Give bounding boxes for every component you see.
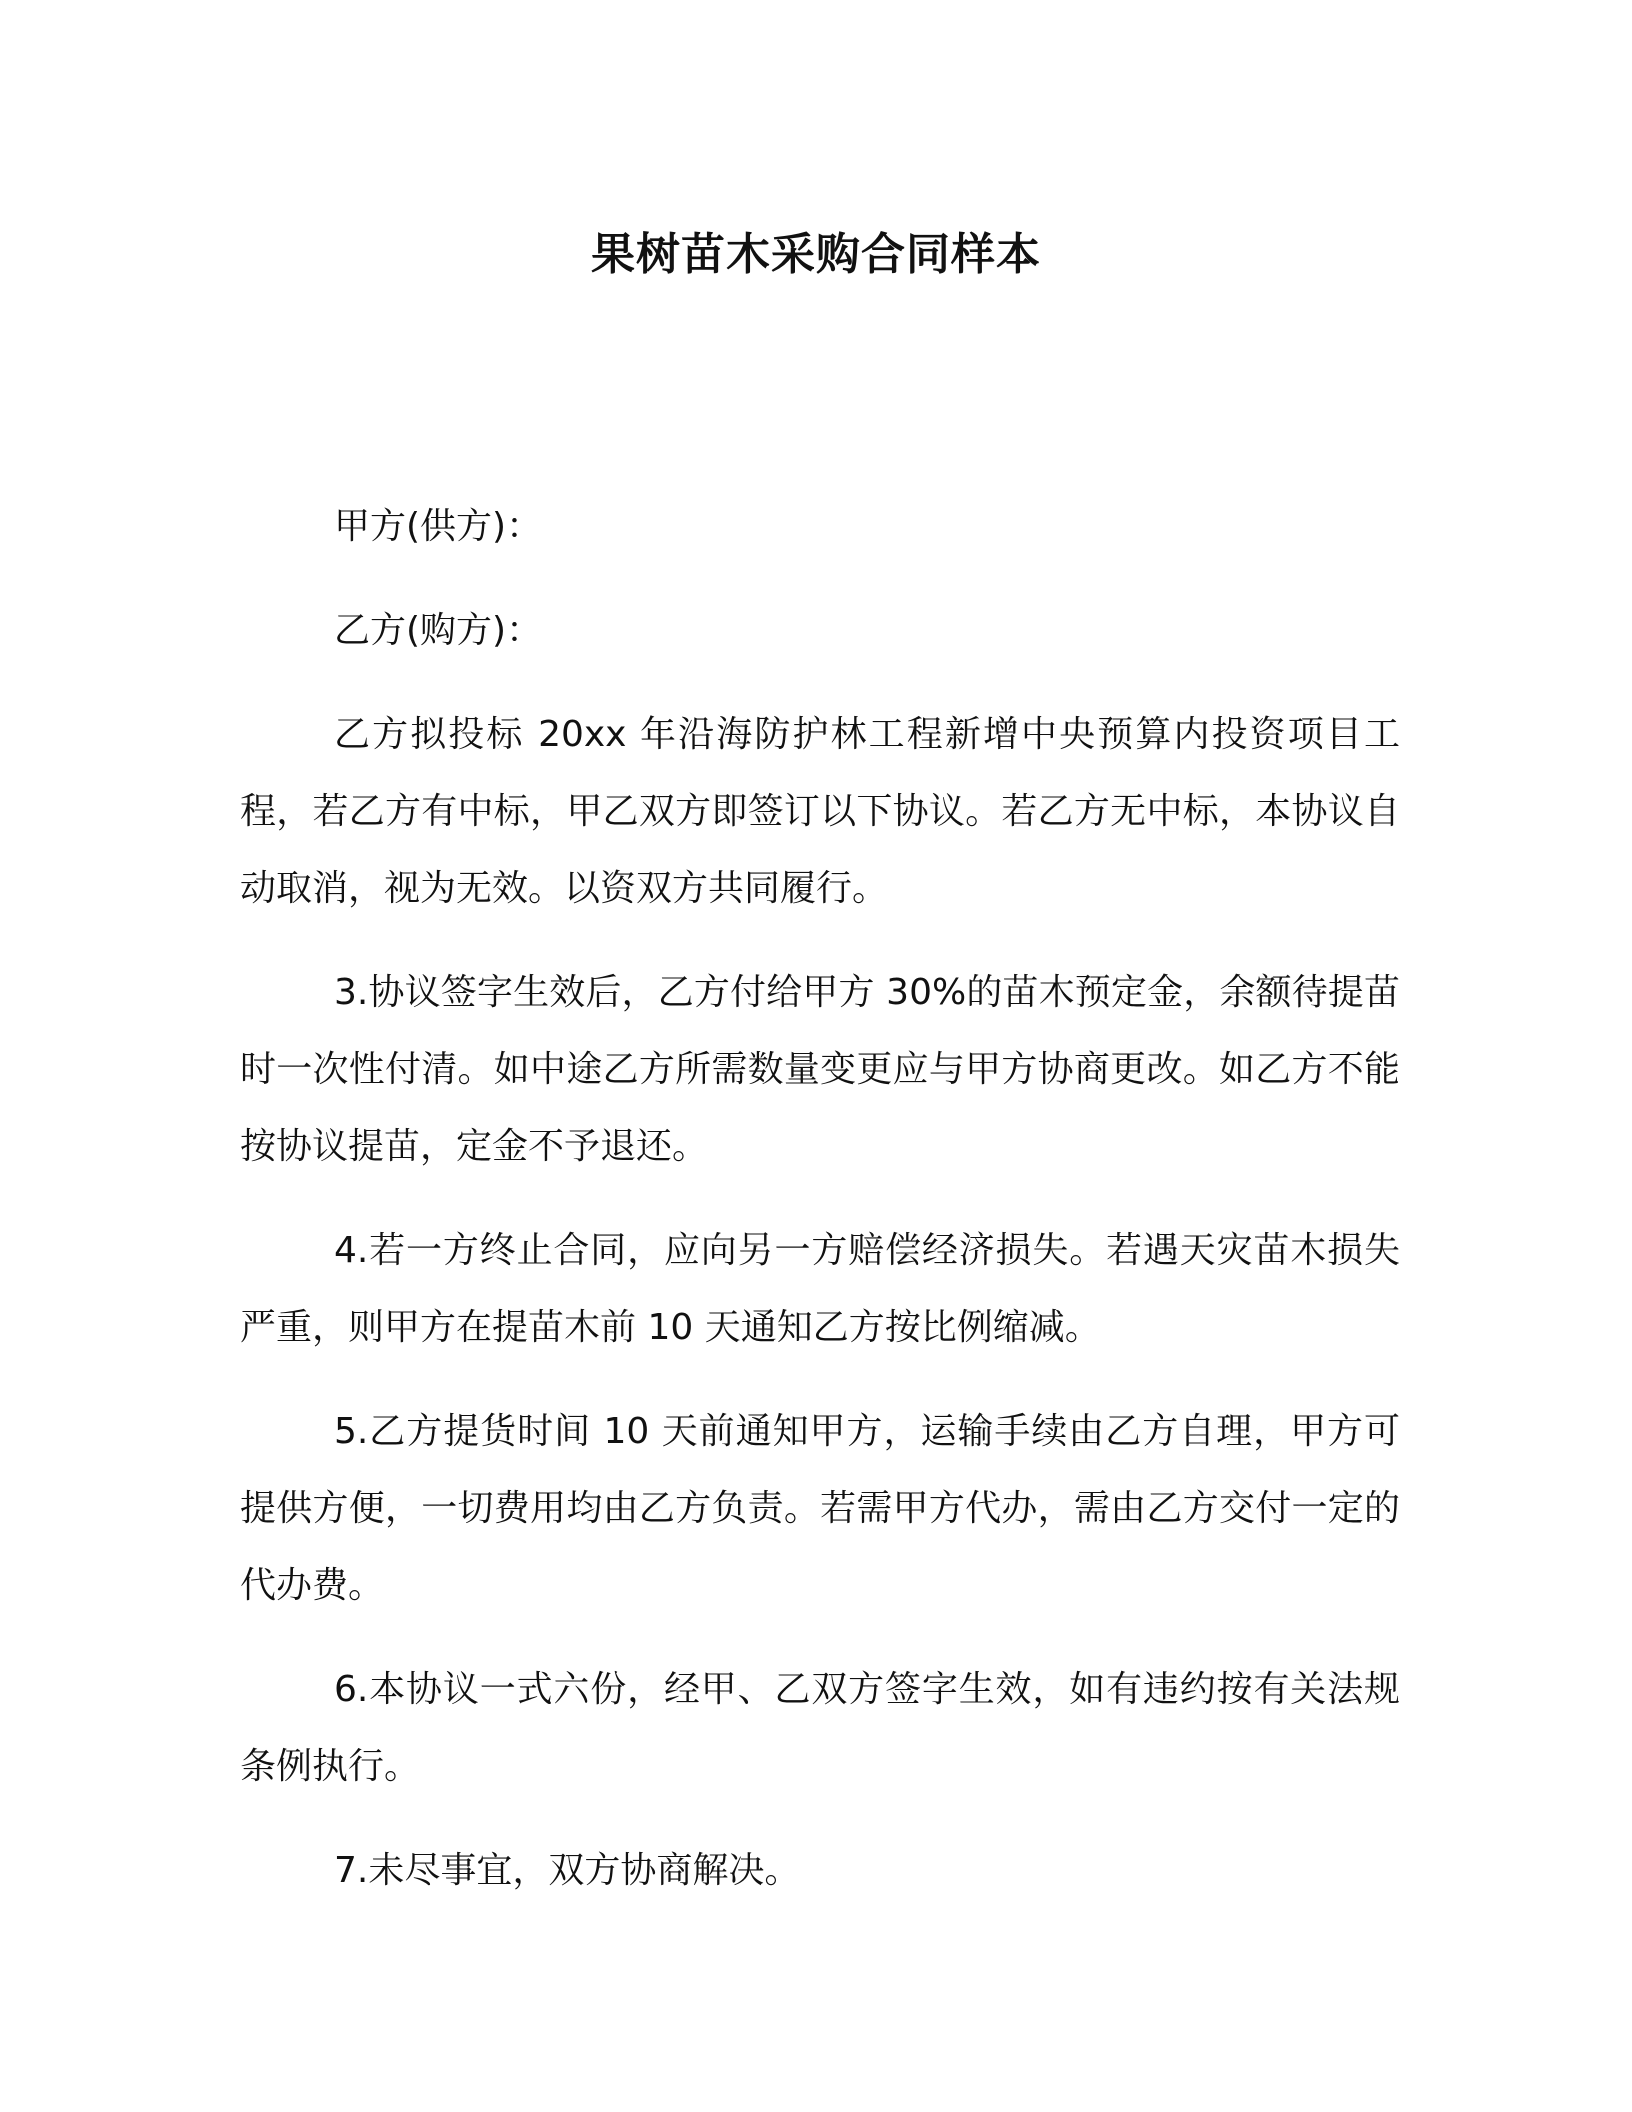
clause-4: 4.若一方终止合同，应向另一方赔偿经济损失。若遇天灾苗木损失严重，则甲方在提苗木前 10 天通知乙方按比例缩减。	[240, 1230, 1400, 1348]
contract-body	[240, 488, 1400, 1936]
clause-5: 5.乙方提货时间 10 天前通知甲方，运输手续由乙方自理，甲方可提供方便，一切费用均由乙方负责。若需甲方代办，需由乙方交付一定的代办费。	[240, 1411, 1400, 1606]
party-b-line: 乙方(购方)：	[334, 610, 543, 651]
party-a-line: 甲方(供方)：	[334, 506, 543, 547]
document-title: 果树苗木采购合同样本	[591, 229, 1041, 280]
clause-7: 7.未尽事宜，双方协商解决。	[334, 1850, 801, 1891]
clause-intro: 乙方拟投标 20xx 年沿海防护林工程新增中央预算内投资项目工程，若乙方有中标，甲乙双方即签订以下协议。若乙方无中标，本协议自动取消，视为无效。以资双方共同履行。	[240, 714, 1400, 909]
clause-3: 3.协议签字生效后，乙方付给甲方 30%的苗木预定金，余额待提苗时一次性付清。如中途乙方所需数量变更应与甲方协商更改。如乙方不能按协议提苗，定金不予退还。	[240, 972, 1400, 1167]
clause-6: 6.本协议一式六份，经甲、乙双方签字生效，如有违约按有关法规条例执行。	[240, 1669, 1400, 1787]
